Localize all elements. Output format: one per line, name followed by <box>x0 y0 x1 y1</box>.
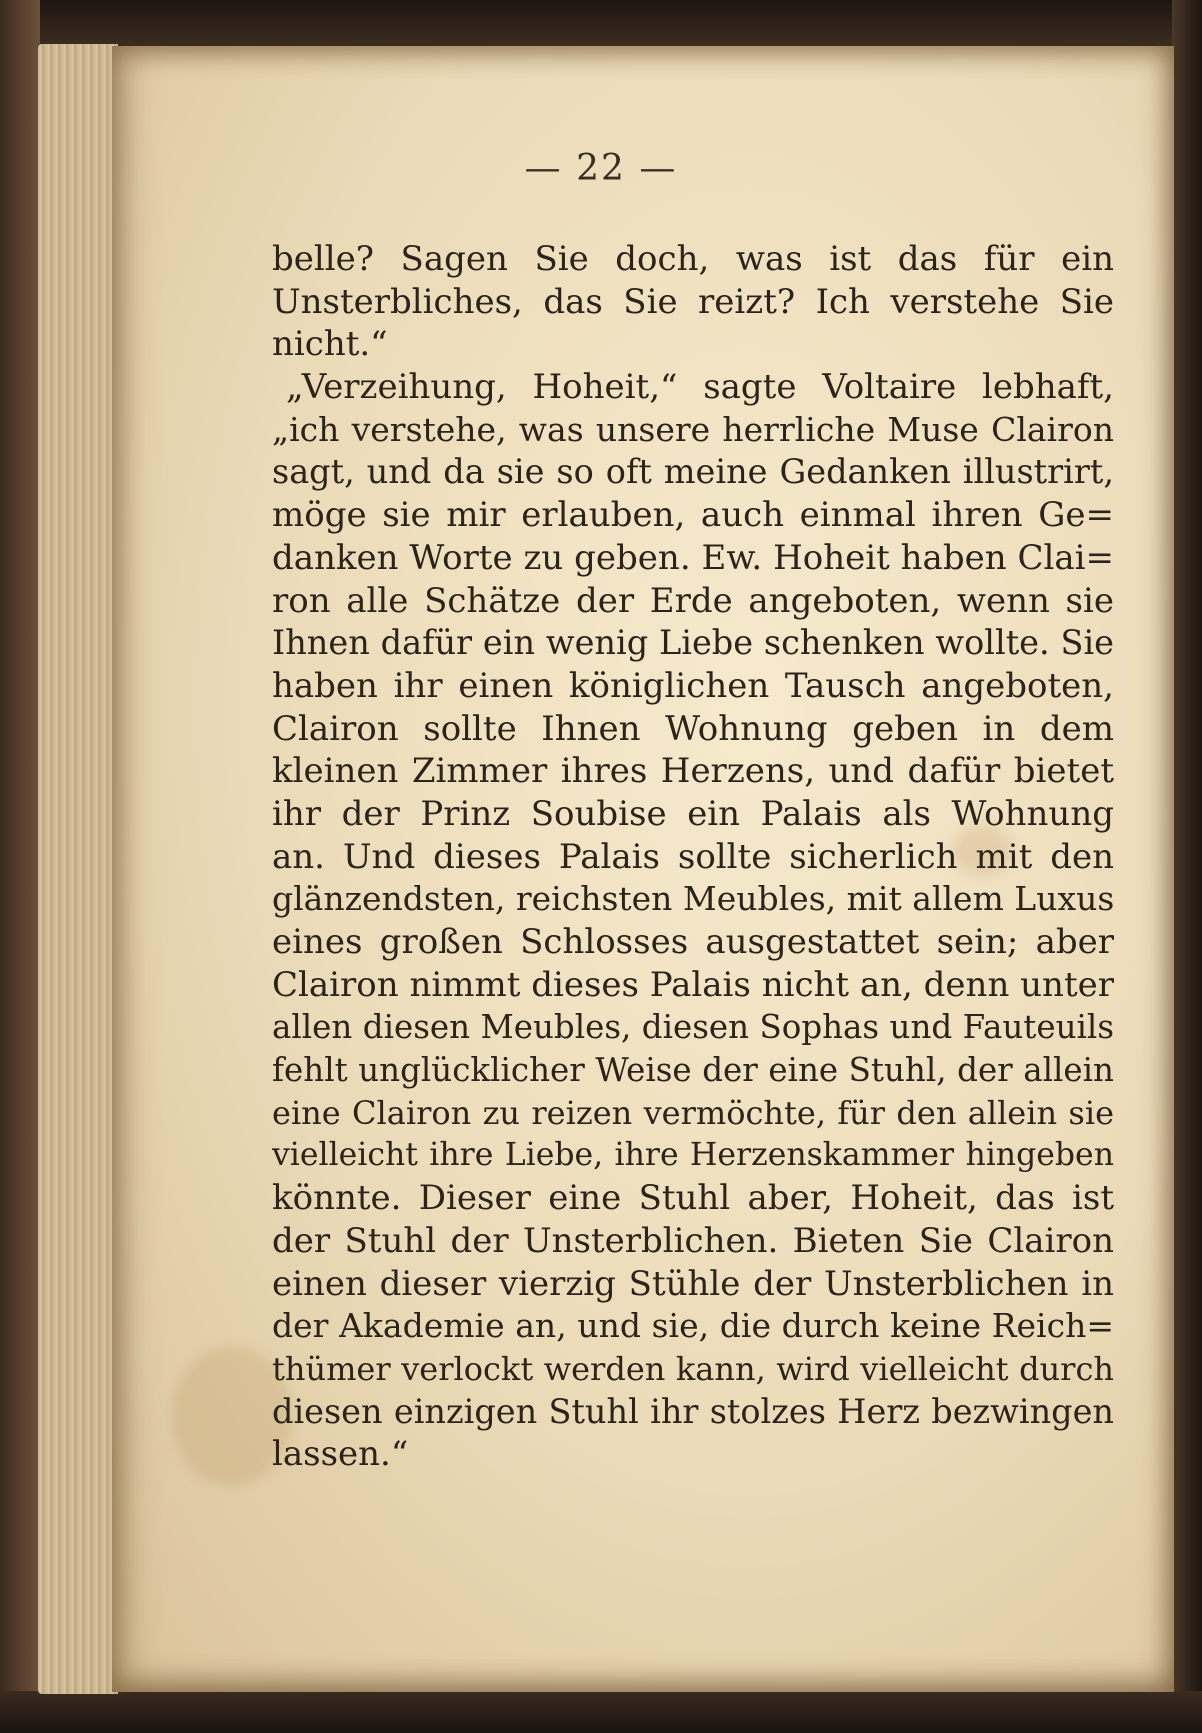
text-line: Clairon nimmt dieses Palais nicht an, denn unter <box>272 964 1114 1005</box>
book-cover-bottom-edge <box>0 1691 1202 1733</box>
text-line: Ihnen dafür ein wenig Liebe schenken wollte. Sie <box>272 623 1114 663</box>
text-line: belle? Sagen Sie doch, was ist das für ein <box>272 239 1114 279</box>
text-line: Clairon sollte Ihnen Wohnung geben in dem <box>272 708 1114 749</box>
page-number: — 22 — <box>524 148 678 189</box>
text-line: eine Clairon zu reizen vermöchte, für den allein sie <box>272 1093 1114 1132</box>
text-line: sagt, und da sie so oft meine Gedanken illustrirt, <box>272 452 1114 492</box>
text-line: ron alle Schätze der Erde angeboten, wenn sie <box>272 580 1114 621</box>
text-line: fehlt unglücklicher Weise der eine Stuhl, der allein <box>272 1051 1114 1090</box>
text-line: diesen einzigen Stuhl ihr stolzes Herz bezwingen <box>272 1391 1114 1431</box>
text-line: möge sie mir erlauben, auch einmal ihren Ge= <box>272 495 1114 536</box>
text-line: eines großen Schlosses ausgestattet sein; aber <box>272 922 1114 962</box>
text-line: thümer verlockt werden kann, wird vielleicht durch <box>272 1349 1114 1388</box>
text-line: einen dieser vierzig Stühle der Unsterblichen in <box>272 1263 1114 1304</box>
text-line: danken Worte zu geben. Ew. Hoheit haben Clai= <box>272 537 1114 578</box>
text-line: ihr der Prinz Soubise ein Palais als Wohnung <box>272 793 1114 834</box>
text-line: an. Und dieses Palais sollte sicherlich mit den <box>272 836 1114 877</box>
text-line: der Akademie an, und sie, die durch keine Reich= <box>272 1306 1114 1346</box>
text-line: allen diesen Meubles, diesen Sophas und Fauteuils <box>272 1008 1114 1047</box>
text-line: haben ihr einen königlichen Tausch angeboten, <box>272 665 1114 706</box>
text-line: lassen.“ <box>272 1434 409 1475</box>
book-cover-right-edge <box>1172 0 1202 1733</box>
text-line: kleinen Zimmer ihres Herzens, und dafür bietet <box>272 751 1114 792</box>
text-line: „Verzeihung, Hoheit,“ sagte Voltaire lebhaft, <box>286 367 1114 408</box>
book-cover-left-edge <box>0 0 40 1733</box>
text-line: vielleicht ihre Liebe, ihre Herzenskammer hingeben <box>272 1137 1114 1174</box>
text-line: Unsterbliches, das Sie reizt? Ich verstehe Sie <box>272 281 1114 322</box>
text-line: „ich verstehe, was unsere herrliche Muse Clairon <box>272 409 1114 449</box>
text-line: glänzendsten, reichsten Meubles, mit allem Luxus <box>272 879 1114 919</box>
page-stack-edges <box>38 44 118 1694</box>
book-cover-top-edge <box>0 0 1202 46</box>
text-line: nicht.“ <box>272 324 388 365</box>
body-text <box>272 238 1114 1476</box>
text-line: könnte. Dieser eine Stuhl aber, Hoheit, das ist <box>272 1178 1114 1219</box>
text-line: der Stuhl der Unsterblichen. Bieten Sie Clairon <box>272 1220 1114 1261</box>
